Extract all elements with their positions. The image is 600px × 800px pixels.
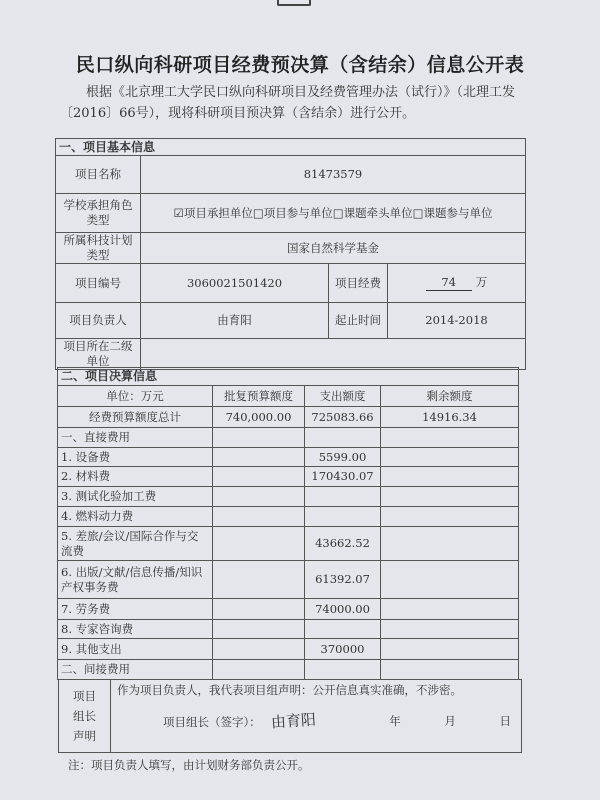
row-remaining: [381, 527, 519, 561]
funding-cell: [388, 264, 526, 303]
row-spent: 370000: [305, 639, 381, 660]
row-spent: [305, 507, 381, 527]
row-spent: 43662.52: [305, 527, 381, 561]
row-spent: 5599.00: [305, 448, 381, 467]
column-header: 单位：万元: [58, 386, 213, 407]
number-value: 3060021501420: [141, 264, 329, 303]
leader-label: 项目负责人: [56, 303, 141, 339]
row-remaining: [381, 561, 519, 599]
row-label: 二、间接费用: [58, 660, 213, 680]
row-spent: [305, 620, 381, 639]
plan-value: 国家自然科学基金: [141, 233, 526, 264]
intro-paragraph: 根据《北京理工大学民口纵向科研项目及经费管理办法（试行）》（北理工发〔2016〕66号），现将科研项目预决算（含结余）进行公开。: [60, 85, 516, 121]
section2-heading: 二、项目决算信息: [58, 368, 519, 386]
sign-label: 项目组长（签字）：: [163, 715, 261, 729]
row-label: 经费预算额度总计: [58, 407, 213, 428]
role-label: 学校承担角色类型: [56, 194, 141, 233]
number-label: 项目编号: [56, 264, 141, 303]
row-spent: 170430.07: [305, 467, 381, 487]
row-label: 4. 燃料动力费: [58, 507, 213, 527]
budget-row: [58, 599, 519, 620]
role-value: ☑项目承担单位□项目参与单位□课题牵头单位□课题参与单位: [141, 194, 526, 233]
funding-value: 74: [426, 275, 472, 291]
row-remaining: [381, 448, 519, 467]
row-approved: [213, 660, 305, 680]
declaration-statement: 作为项目负责人，我代表项目组声明：公开信息真实准确，不涉密。: [117, 683, 462, 697]
declaration-cell: [111, 680, 522, 753]
column-header: 支出额度: [305, 386, 381, 407]
row-remaining: [381, 599, 519, 620]
row-remaining: 14916.34: [381, 407, 519, 428]
row-approved: [213, 639, 305, 660]
row-approved: [213, 428, 305, 448]
row-spent: [305, 487, 381, 507]
signature: 由育阳: [270, 710, 317, 732]
column-header: 剩余额度: [381, 386, 519, 407]
row-label: 一、直接费用: [58, 428, 213, 448]
row-label: 6. 出版/文献/信息传播/知识产权事务费: [58, 561, 213, 599]
budget-row: [58, 507, 519, 527]
row-remaining: [381, 487, 519, 507]
row-remaining: [381, 620, 519, 639]
budget-row: [58, 407, 519, 428]
declaration-table: [58, 679, 522, 753]
row-label: 9. 其他支出: [58, 639, 213, 660]
budget-row: [58, 527, 519, 561]
row-remaining: [381, 660, 519, 680]
budget-row: [58, 639, 519, 660]
row-remaining: [381, 639, 519, 660]
funding-label: 项目经费: [329, 264, 388, 303]
date-field: 年 月 日: [389, 714, 511, 728]
row-spent: 61392.07: [305, 561, 381, 599]
basic-info-table: [55, 138, 526, 370]
row-spent: [305, 428, 381, 448]
budget-row: [58, 428, 519, 448]
row-spent: 74000.00: [305, 599, 381, 620]
column-header: 批复预算额度: [213, 386, 305, 407]
dept-value: [141, 339, 526, 370]
row-remaining: [381, 428, 519, 448]
row-label: 7. 劳务费: [58, 599, 213, 620]
budget-table: [57, 367, 519, 680]
budget-row: [58, 467, 519, 487]
row-label: 8. 专家咨询费: [58, 620, 213, 639]
budget-row: [58, 660, 519, 680]
row-approved: 740,000.00: [213, 407, 305, 428]
funding-unit: 万: [475, 275, 488, 289]
period-value: 2014-2018: [388, 303, 526, 339]
footnote: 注：项目负责人填写，由计划财务部负责公开。: [68, 758, 310, 772]
budget-row: [58, 448, 519, 467]
budget-row: [58, 561, 519, 599]
declaration-label: 项目组长声明: [59, 680, 111, 753]
name-value: 81473579: [141, 156, 526, 194]
name-label: 项目名称: [56, 156, 141, 194]
section1-heading: 一、项目基本信息: [56, 139, 526, 156]
budget-row: [58, 620, 519, 639]
row-label: 5. 差旅/会议/国际合作与交流费: [58, 527, 213, 561]
row-approved: [213, 599, 305, 620]
staple: [277, 0, 311, 6]
row-approved: [213, 561, 305, 599]
row-approved: [213, 448, 305, 467]
row-approved: [213, 527, 305, 561]
page-title: 民口纵向科研项目经费预决算（含结余）信息公开表: [75, 54, 525, 76]
row-label: 2. 材料费: [58, 467, 213, 487]
row-label: 3. 测试化验加工费: [58, 487, 213, 507]
sign-line: [163, 710, 317, 732]
row-approved: [213, 487, 305, 507]
row-spent: [305, 660, 381, 680]
budget-row: [58, 487, 519, 507]
row-remaining: [381, 507, 519, 527]
leader-value: 由育阳: [141, 303, 329, 339]
row-label: 1. 设备费: [58, 448, 213, 467]
plan-label: 所属科技计划类型: [56, 233, 141, 264]
row-spent: 725083.66: [305, 407, 381, 428]
period-label: 起止时间: [329, 303, 388, 339]
row-approved: [213, 467, 305, 487]
dept-label: 项目所在二级单位: [56, 339, 141, 370]
row-approved: [213, 507, 305, 527]
row-approved: [213, 620, 305, 639]
row-remaining: [381, 467, 519, 487]
